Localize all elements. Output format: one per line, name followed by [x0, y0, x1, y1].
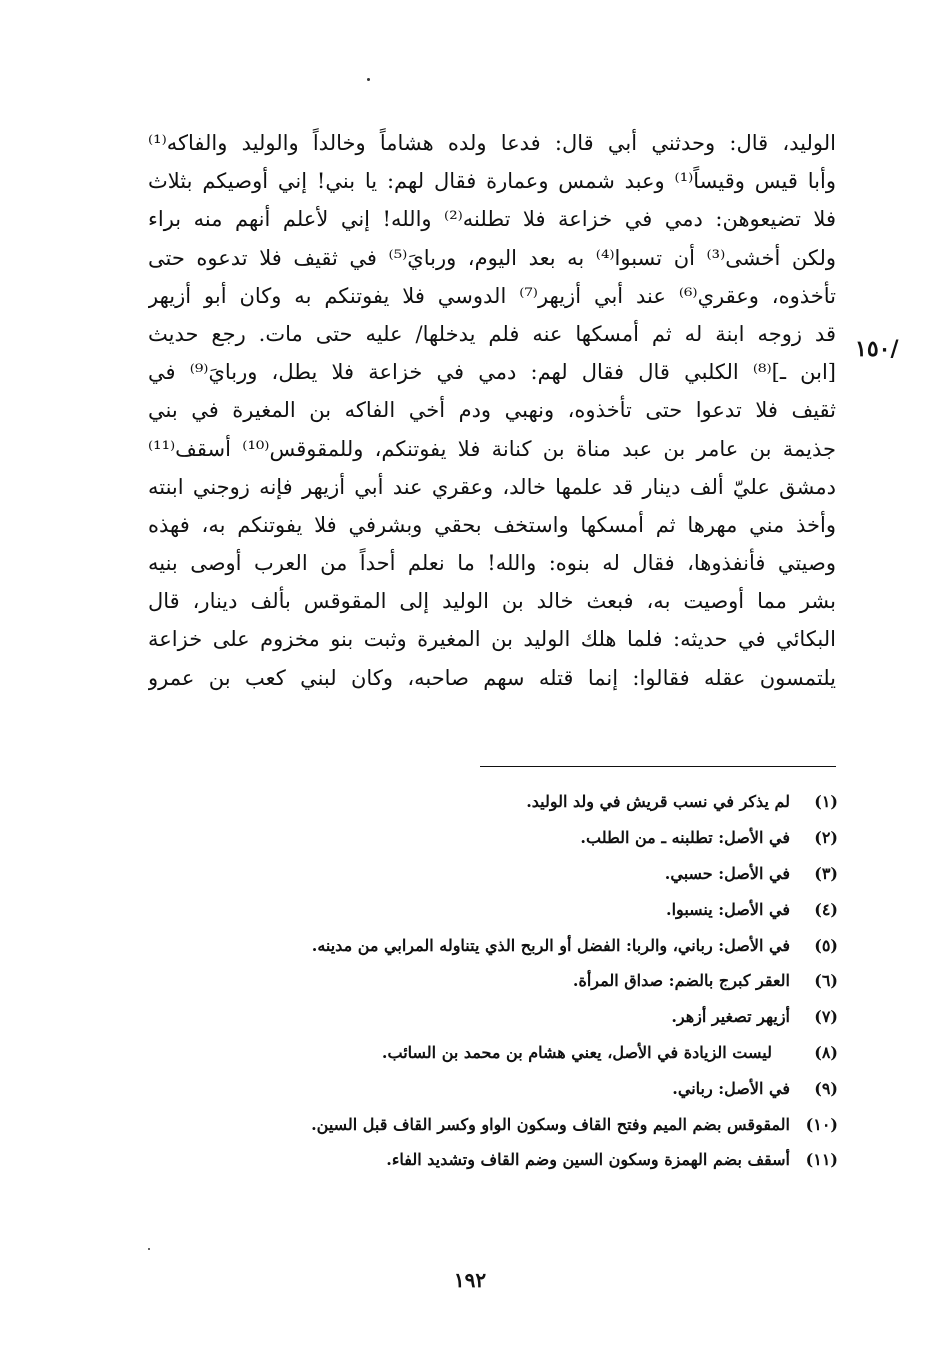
footnote-text: في الأصل: حسبي. [664, 863, 790, 883]
footnote-item [148, 1106, 838, 1142]
footnote-item [148, 784, 838, 820]
body-line: [ابن ـ]⁽⁸⁾ الكلبي قال فقال لهم: دمي في خزاعة فلا يطل، وربايَ⁽⁹⁾ في [148, 360, 836, 385]
footnote-item [148, 1035, 838, 1071]
footnote-number: (٥) [814, 935, 838, 955]
margin-folio-marker: /١٥٠ [855, 336, 899, 362]
footnote-text: المقوقس بضم الميم وفتح القاف وسكون الواو وكسر القاف قبل السين. [311, 1114, 790, 1134]
footnote-item [148, 1070, 838, 1106]
body-line: وأخذ مني مهرها ثم أمسكها واستخف بحقي وبشرفي فلا يفوتنكم به، فهذه [148, 512, 836, 537]
ink-speck [367, 78, 370, 81]
footnote-number: (٧) [814, 1007, 838, 1027]
footnote-text: في الأصل: رباني، والربا: الفضل أو الربح الذي يتناوله المرابي من مدينه. [311, 935, 790, 955]
footnote-number: (١١) [805, 1150, 838, 1170]
footnote-text: أزيهر تصغير أزهر. [671, 1007, 790, 1027]
footnote-number: (٩) [814, 1078, 838, 1098]
body-line: وأبا قيس وقيساً⁽¹⁾ وعبد شمس وعمارة فقال لهم: يا بني! إني أوصيكم بثلاث [148, 169, 836, 194]
footnote-number: (١٠) [805, 1114, 838, 1134]
body-line: قد زوجه ابنة له ثم أمسكها عنه فلم يدخلها/ عليه حتى مات. رجع حديث [148, 321, 836, 346]
body-line: جذيمة بن عامر بن عبد مناة بن كنانة فلا يفوتنكم، وللمقوقس⁽¹⁰⁾ أسقف⁽¹¹⁾ [148, 436, 836, 461]
body-line: الوليد، قال: وحدثني أبي قال: فدعا ولده هشاماً وخالداً والوليد والفاكه⁽¹⁾ [148, 131, 836, 155]
footnote-text: في الأصل: تطلبنه ـ من الطلب. [580, 828, 790, 848]
footnotes-list [148, 784, 838, 1178]
footnote-text: ليست الزيادة في الأصل، يعني هشام بن محمد بن السائب. [381, 1042, 772, 1062]
footnote-number: (٢) [814, 828, 838, 848]
page-number: ١٩٢ [453, 1268, 487, 1292]
footnote-number: (١) [814, 792, 838, 812]
footnote-text: أسقف بضم الهمزة وسكون السين وضم القاف وتشديد الفاء. [386, 1150, 790, 1170]
footnote-item [148, 963, 838, 999]
body-line: تأخذوه، وعقري⁽⁶⁾ عند أبي أزيهر⁽⁷⁾ الدوسي فلا يفوتنكم به وكان أبو أزيهر [148, 283, 836, 308]
body-line: دمشق عليّ ألف دينار قد علمها خالد، وعقري عند أبي أزيهر فإنه زوجني ابنته [148, 474, 836, 499]
footnote-number: (٣) [814, 863, 838, 883]
body-line: بشر مما أوصيت به، فبعث خالد بن الوليد إلى المقوقس بألف دينار، قال [148, 589, 836, 614]
footnote-item [148, 1142, 838, 1178]
body-line: ثقيف فلا تدعوا حتى تأخذوه، ونهبي ودم أخي الفاكه بن المغيرة في بني [148, 398, 836, 423]
footnote-item [148, 927, 838, 963]
footnote-text: العقر كبرج بالضم: صداق المرأة. [572, 971, 790, 991]
body-line: يلتمسون عقله فقالوا: إنما قتله سهم صاحبه، وكان لبني كعب بن عمرو [148, 665, 836, 690]
footnote-divider [480, 766, 836, 767]
footnote-number: (٤) [814, 899, 838, 919]
footnote-item [148, 891, 838, 927]
footnote-text: في الأصل: ينسبوا. [666, 899, 790, 919]
ink-speck [148, 1248, 150, 1250]
footnote-item [148, 820, 838, 856]
body-line: ولكن أخشى⁽³⁾ أن تسبوا⁽⁴⁾ به بعد اليوم، وربايَ⁽⁵⁾ في ثقيف فلا تدعوه حتى [148, 245, 836, 270]
footnote-number: (٦) [814, 971, 838, 991]
body-line: البكائي في حديثه: فلما هلك الوليد بن المغيرة وثبت بنو مخزوم على خزاعة [148, 627, 836, 652]
footnote-text: في الأصل: رباني. [672, 1078, 790, 1098]
footnote-item [148, 856, 838, 892]
footnote-number: (٨) [814, 1042, 838, 1062]
footnote-text: لم يذكر في نسب قريش في ولد الوليد. [526, 792, 790, 812]
body-line: وصيتي فأنفذوها، فقال له بنوه: والله! ما نعلم أحداً من العرب أوصى بنيه [148, 551, 836, 576]
main-text-block [148, 124, 836, 697]
body-line: فلا تضيعوهن: دمي في خزاعة فلا تطلنه⁽²⁾ والله! إني لأعلم أنهم منه براء [148, 207, 836, 232]
footnote-item [148, 999, 838, 1035]
